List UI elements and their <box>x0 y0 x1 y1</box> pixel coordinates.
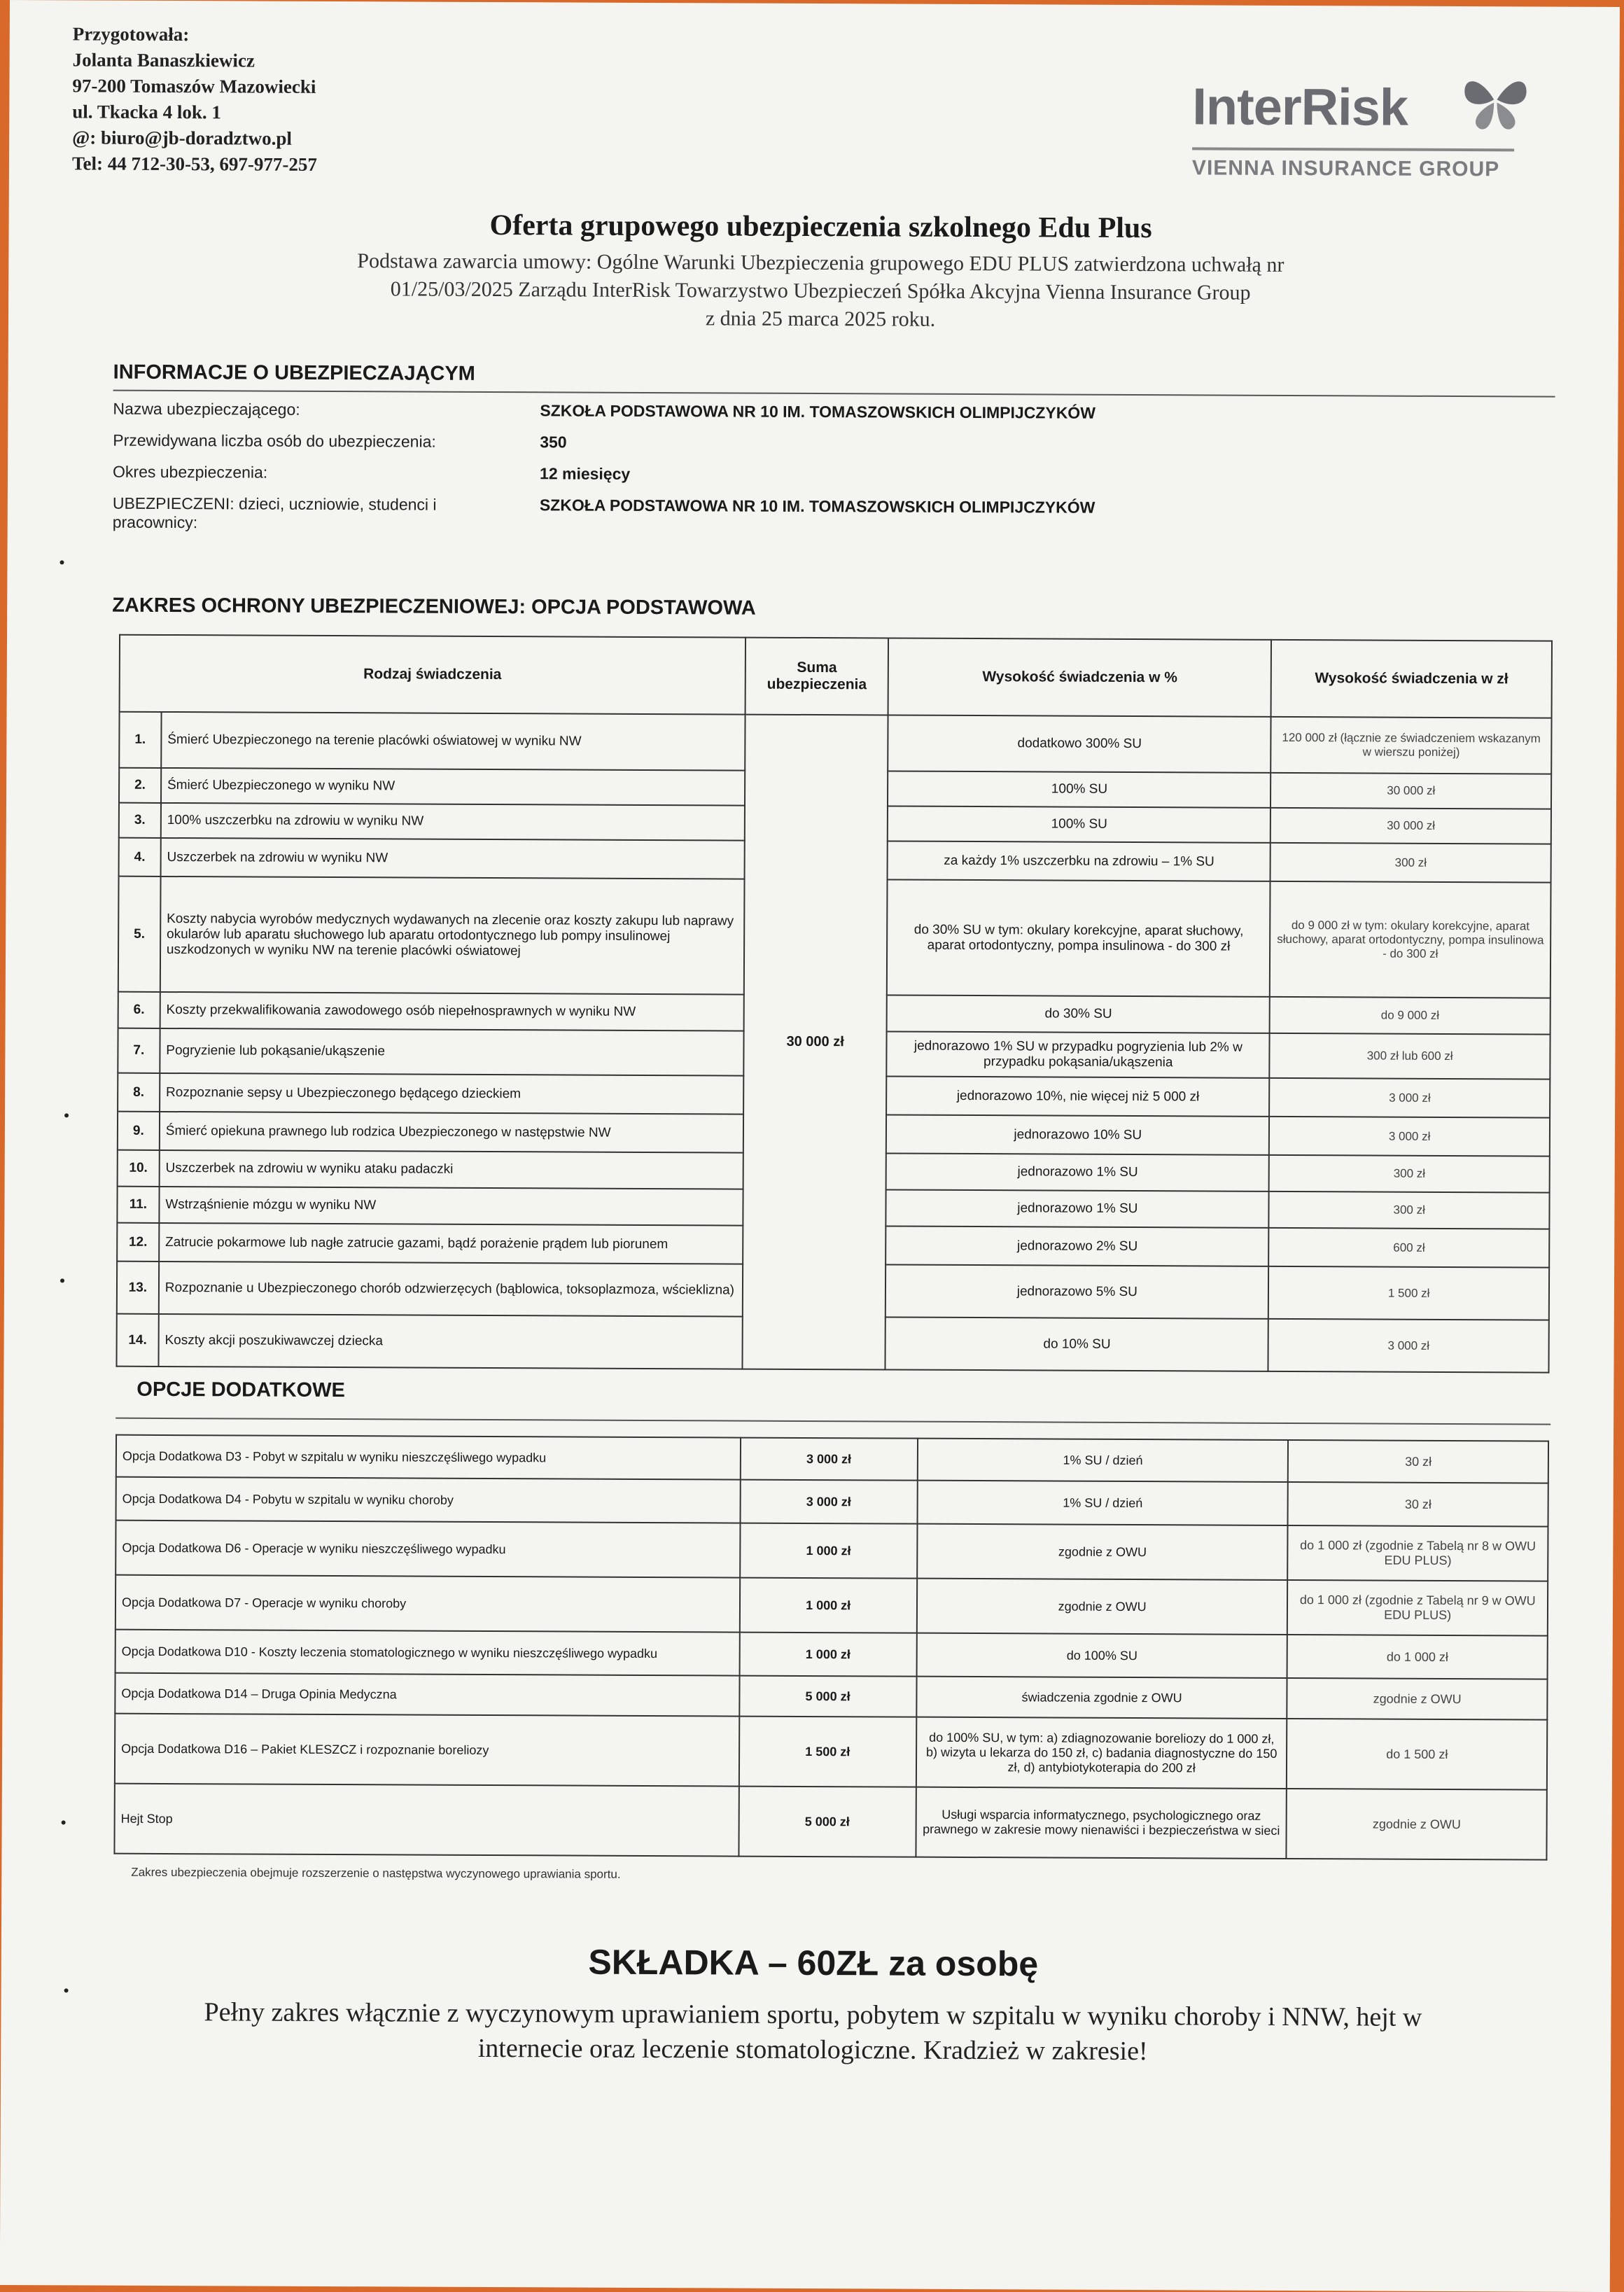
column-header: Wysokość świadczenia w zł <box>1271 640 1552 718</box>
premium-title: SKŁADKA – 60ZŁ za osobę <box>588 1942 1039 1984</box>
info-row <box>113 494 1541 538</box>
benefit-name: Śmierć opiekuna prawnego lub rodzica Ubezpieczonego w następstwie NW <box>160 1112 743 1153</box>
benefit-amount: 3 000 zł <box>1269 1078 1550 1118</box>
option-sum: 1 000 zł <box>740 1523 918 1579</box>
benefit-amount: 300 zł <box>1269 1192 1550 1229</box>
option-name: Opcja Dodatkowa D3 - Pobyt w szpitalu w wyniku nieszczęśliwego wypadku <box>116 1435 741 1480</box>
benefit-amount: do 9 000 zł w tym: okulary korekcyjne, aparat słuchowy, aparat ortodontyczny, pompa insulinowa - do 300 zł <box>1270 881 1550 998</box>
option-name: Opcja Dodatkowa D7 - Operacje w wyniku choroby <box>115 1575 740 1633</box>
benefit-name: Uszczerbek na zdrowiu w wyniku ataku padaczki <box>159 1150 743 1189</box>
preparer-line: ul. Tkacka 4 lok. 1 <box>72 101 221 123</box>
option-percent: świadczenia zgodnie z OWU <box>916 1677 1287 1719</box>
punch-dot <box>64 1113 69 1117</box>
info-divider <box>113 390 1555 398</box>
punch-dot <box>64 1988 69 1992</box>
benefit-name: 100% uszczerbku na zdrowiu w wyniku NW <box>161 803 745 841</box>
table-row <box>115 1630 1548 1679</box>
logo-name: InterRisk <box>1192 77 1408 137</box>
basic-coverage-heading: ZAKRES OCHRONY UBEZPIECZENIOWEJ: OPCJA PODSTAWOWA <box>112 594 756 620</box>
option-sum: 3 000 zł <box>740 1438 918 1481</box>
option-percent: Usługi wsparcia informatycznego, psychologicznego oraz prawnego w zakresie mowy nienawiści i bezpieczeństwa w sieci <box>916 1787 1287 1859</box>
option-name: Opcja Dodatkowa D14 – Druga Opinia Medyczna <box>115 1673 739 1717</box>
info-value: SZKOŁA PODSTAWOWA NR 10 IM. TOMASZOWSKICH OLIMPIJCZYKÓW <box>540 401 1096 422</box>
benefit-name: Uszczerbek na zdrowiu w wyniku NW <box>160 838 744 879</box>
option-name: Hejt Stop <box>114 1784 738 1857</box>
option-percent: 1% SU / dzień <box>918 1439 1289 1482</box>
row-number: 1. <box>119 712 161 768</box>
column-header: Rodzaj świadczenia <box>120 635 746 715</box>
option-amount: 30 zł <box>1288 1440 1548 1483</box>
table-row <box>114 1784 1546 1860</box>
info-label: Nazwa ubezpieczającego: <box>113 399 300 419</box>
option-name: Opcja Dodatkowa D16 – Pakiet KLESZCZ i rozpoznanie boreliozy <box>115 1714 739 1787</box>
benefit-name: Zatrucie pokarmowe lub nagłe zatrucie gazami, bądź porażenie prądem lub piorunem <box>159 1223 743 1264</box>
benefit-percent: jednorazowo 1% SU <box>886 1153 1269 1191</box>
benefit-amount: 3 000 zł <box>1268 1319 1549 1373</box>
option-sum: 1 000 zł <box>739 1578 917 1633</box>
benefit-name: Koszty nabycia wyrobów medycznych wydawanych na zlecenie oraz koszty zakupu lub naprawy okularów lub aparatu słuchowego lub aparatu ortodontycznego lub pompy insulinowej uszkodzonych w wyniku NW na terenie placówki oświatowej <box>160 876 745 995</box>
option-percent: zgodnie z OWU <box>917 1524 1288 1580</box>
punch-dot <box>62 1820 66 1824</box>
preparer-line: Jolanta Banaszkiewicz <box>72 49 255 71</box>
option-sum: 3 000 zł <box>740 1480 918 1524</box>
table-row <box>115 1521 1548 1581</box>
row-number: 5. <box>118 876 161 992</box>
row-number: 8. <box>118 1073 160 1112</box>
option-amount: do 1 500 zł <box>1287 1719 1547 1790</box>
benefit-amount: 30 000 zł <box>1270 808 1551 844</box>
sum-insured: 30 000 zł <box>742 715 888 1370</box>
benefit-percent: dodatkowo 300% SU <box>888 715 1271 772</box>
row-number: 14. <box>116 1314 158 1367</box>
option-sum: 1 500 zł <box>738 1717 916 1787</box>
option-name: Opcja Dodatkowa D4 - Pobytu w szpitalu w wyniku choroby <box>116 1477 741 1523</box>
punch-dot <box>59 560 64 564</box>
row-number: 3. <box>119 803 161 838</box>
option-percent: zgodnie z OWU <box>917 1579 1288 1635</box>
row-number: 7. <box>118 1028 160 1073</box>
benefit-amount: do 9 000 zł <box>1270 997 1550 1035</box>
benefit-amount: 30 000 zł <box>1270 773 1551 809</box>
interrisk-logo <box>1192 60 1529 187</box>
preparer-line: Przygotowała: <box>72 23 190 46</box>
option-sum: 1 000 zł <box>739 1633 917 1677</box>
table-row <box>116 1477 1548 1527</box>
option-amount: zgodnie z OWU <box>1287 1678 1548 1720</box>
option-amount: do 1 000 zł (zgodnie z Tabelą nr 9 w OWU EDU PLUS) <box>1287 1580 1548 1636</box>
info-value: 350 <box>540 433 567 452</box>
row-number: 12. <box>117 1223 159 1262</box>
benefit-amount: 300 zł <box>1270 843 1551 883</box>
preparer-line: @: biuro@jb-doradztwo.pl <box>72 127 292 149</box>
option-sum: 5 000 zł <box>739 1676 917 1717</box>
benefit-percent: jednorazowo 1% SU w przypadku pogryzienia lub 2% w przypadku pokąsania/ukąszenia <box>887 1031 1270 1077</box>
benefit-percent: 100% SU <box>888 806 1270 842</box>
info-row <box>113 400 1541 425</box>
row-number: 11. <box>117 1187 159 1223</box>
benefit-percent: jednorazowo 1% SU <box>886 1189 1269 1227</box>
table-row <box>115 1673 1547 1720</box>
butterfly-leaf-icon <box>1457 61 1534 138</box>
table-row <box>116 1435 1548 1483</box>
info-row <box>113 431 1541 456</box>
column-header: Suma ubezpieczenia <box>745 638 888 715</box>
benefit-percent: jednorazowo 5% SU <box>886 1264 1268 1318</box>
extra-options-table <box>113 1434 1549 1861</box>
benefit-percent: jednorazowo 10%, nie więcej niż 5 000 zł <box>886 1076 1269 1116</box>
option-percent: do 100% SU, w tym: a) zdiagnozowanie boreliozy do 1 000 zł, b) wizyta u lekarza do 150 zł, c) badania diagnostyczne do 150 zł, d) antybiotykoterapia do 200 zł <box>916 1717 1287 1789</box>
option-percent: 1% SU / dzień <box>917 1481 1288 1525</box>
option-amount: do 1 000 zł (zgodnie z Tabelą nr 8 w OWU EDU PLUS) <box>1288 1525 1548 1581</box>
coverage-note: Zakres ubezpieczenia obejmuje rozszerzenie o następstwa wyczynowego uprawiania sportu. <box>131 1865 621 1881</box>
basic-coverage-table <box>115 634 1553 1374</box>
premium-description: Pełny zakres włącznie z wyczynowym uprawianiem sportu, pobytem w szpitalu w wyniku choroby i NNW, hejt w internecie oraz leczenie stomatologiczne. Kradzież w zakresie! <box>204 1997 1422 2067</box>
option-amount: 30 zł <box>1288 1482 1548 1527</box>
benefit-percent: do 10% SU <box>886 1317 1268 1371</box>
info-value: 12 miesięcy <box>539 464 631 483</box>
extra-options-heading: OPCJE DODATKOWE <box>136 1378 345 1402</box>
benefit-percent: do 30% SU w tym: okulary korekcyjne, aparat słuchowy, aparat ortodontyczny, pompa insulinowa - do 300 zł <box>887 879 1270 996</box>
info-heading: INFORMACJE O UBEZPIECZAJĄCYM <box>113 361 475 385</box>
policyholder-info <box>113 400 1541 551</box>
document-header <box>113 207 1528 337</box>
column-header: Wysokość świadczenia w % <box>888 638 1272 716</box>
info-label: UBEZPIECZENI: dzieci, uczniowie, studenci i pracownicy: <box>112 494 437 532</box>
benefit-percent: do 30% SU <box>887 995 1270 1033</box>
row-number: 4. <box>119 838 161 876</box>
option-name: Opcja Dodatkowa D10 - Koszty leczenia stomatologicznego w wyniku nieszczęśliwego wypadku <box>115 1630 740 1676</box>
punch-dot <box>60 1278 64 1283</box>
benefit-name: Koszty przekwalifikowania zawodowego osób niepełnosprawnych w wyniku NW <box>160 992 743 1031</box>
benefit-amount: 3 000 zł <box>1269 1117 1550 1157</box>
benefit-amount: 120 000 zł (łącznie ze świadczeniem wskazanym w wierszu poniżej) <box>1271 717 1552 774</box>
extra-options-divider <box>115 1418 1550 1425</box>
benefit-percent: za każdy 1% uszczerbku na zdrowiu – 1% SU <box>888 841 1270 881</box>
contract-basis-line: 01/25/03/2025 Zarządu InterRisk Towarzystwo Ubezpieczeń Spółka Akcyjna Vienna Insurance Group <box>390 277 1251 305</box>
benefit-percent: 100% SU <box>888 771 1270 807</box>
option-amount: zgodnie z OWU <box>1287 1789 1547 1860</box>
logo-group-name: VIENNA INSURANCE GROUP <box>1191 156 1500 181</box>
benefit-amount: 1 500 zł <box>1268 1266 1549 1320</box>
preparer-line: 97-200 Tomaszów Mazowiecki <box>72 75 316 97</box>
table-row <box>119 712 1551 774</box>
info-row <box>113 463 1541 488</box>
info-value: SZKOŁA PODSTAWOWA NR 10 IM. TOMASZOWSKICH OLIMPIJCZYKÓW <box>539 496 1096 517</box>
row-number: 9. <box>118 1112 160 1150</box>
row-number: 2. <box>119 768 161 803</box>
benefit-name: Wstrząśnienie mózgu w wyniku NW <box>159 1187 743 1226</box>
row-number: 6. <box>118 992 160 1028</box>
option-sum: 5 000 zł <box>738 1787 916 1857</box>
info-label: Okres ubezpieczenia: <box>113 462 268 482</box>
contract-basis-line: Podstawa zawarcia umowy: Ogólne Warunki Ubezpieczenia grupowego EDU PLUS zatwierdzona uchwałą nr <box>357 249 1284 277</box>
option-name: Opcja Dodatkowa D6 - Operacje w wyniku nieszczęśliwego wypadku <box>115 1521 740 1578</box>
preparer-contact <box>72 21 318 178</box>
benefit-name: Rozpoznanie sepsy u Ubezpieczonego będącego dzieckiem <box>160 1073 743 1114</box>
logo-divider <box>1192 147 1514 151</box>
benefit-percent: jednorazowo 10% SU <box>886 1114 1269 1154</box>
row-number: 13. <box>117 1262 159 1314</box>
benefit-amount: 300 zł lub 600 zł <box>1270 1033 1550 1079</box>
benefit-name: Śmierć Ubezpieczonego na terenie placówki oświatowej w wyniku NW <box>161 712 745 771</box>
table-header-row <box>120 635 1552 718</box>
info-label: Przewidywana liczba osób do ubezpieczenia: <box>113 431 436 451</box>
benefit-name: Rozpoznanie u Ubezpieczonego chorób odzwierzęcych (bąblowica, toksoplazmoza, wścieklizna) <box>159 1262 743 1317</box>
benefit-percent: jednorazowo 2% SU <box>886 1226 1268 1266</box>
benefit-name: Koszty akcji poszukiwawczej dziecka <box>158 1314 742 1369</box>
table-row <box>115 1575 1548 1636</box>
row-number: 10. <box>118 1150 160 1187</box>
benefit-amount: 300 zł <box>1269 1155 1550 1193</box>
option-percent: do 100% SU <box>916 1633 1287 1678</box>
benefit-name: Pogryzienie lub pokąsanie/ukąszenie <box>160 1028 743 1076</box>
table-row <box>115 1714 1547 1790</box>
contract-basis-line: z dnia 25 marca 2025 roku. <box>705 307 936 331</box>
benefit-name: Śmierć Ubezpieczonego w wyniku NW <box>161 768 745 806</box>
document-title: Oferta grupowego ubezpieczenia szkolnego Edu Plus <box>489 209 1152 245</box>
option-amount: do 1 000 zł <box>1287 1635 1548 1679</box>
benefit-amount: 600 zł <box>1269 1228 1550 1268</box>
preparer-line: Tel: 44 712-30-53, 697-977-257 <box>71 153 318 175</box>
